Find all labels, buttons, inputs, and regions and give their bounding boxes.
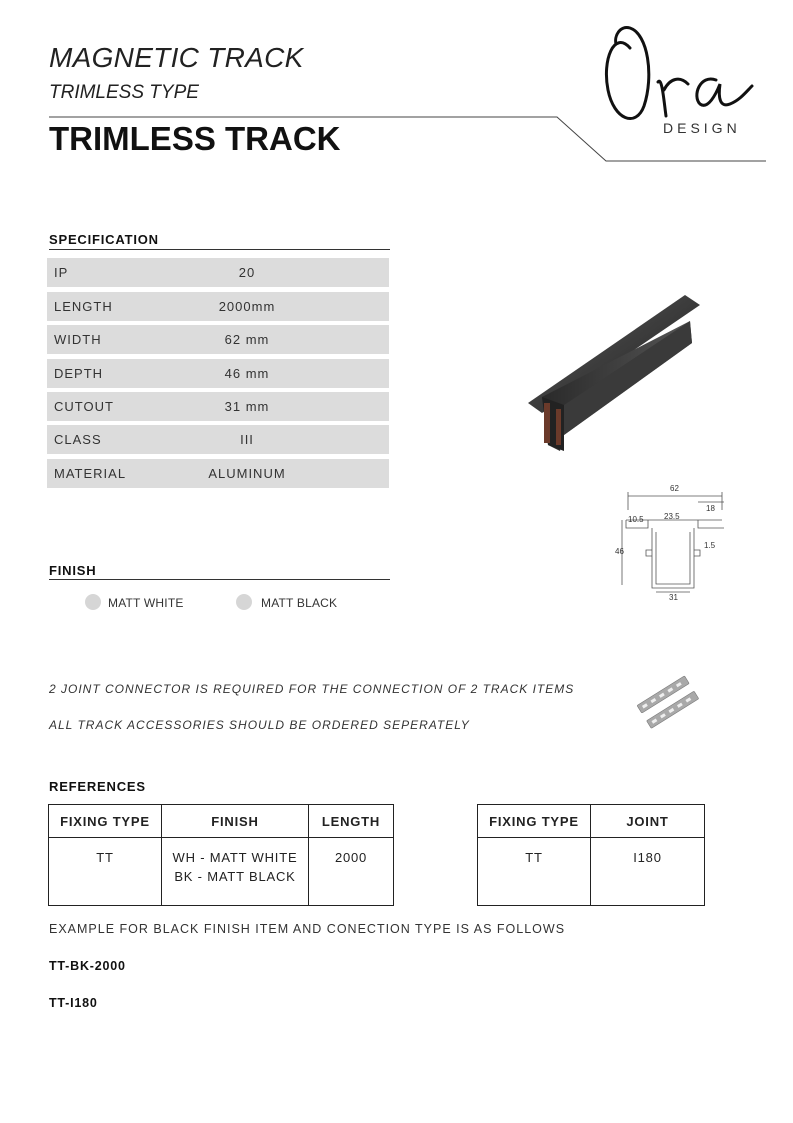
example-text: EXAMPLE FOR BLACK FINISH ITEM AND CONECTION TYPE IS AS FOLLOWS xyxy=(49,922,566,936)
spec-label: WIDTH xyxy=(54,332,102,347)
spec-label: IP xyxy=(54,265,69,280)
table-header-row xyxy=(49,805,394,838)
specification-heading: SPECIFICATION xyxy=(49,232,159,247)
ora-logo xyxy=(596,20,766,130)
dim-right: 18 xyxy=(706,504,715,513)
spec-value: III xyxy=(240,432,254,447)
cell-joint: I180 xyxy=(591,838,705,906)
spec-label: MATERIAL xyxy=(54,466,127,481)
spec-label: DEPTH xyxy=(54,366,104,381)
product-title: TRIMLESS TRACK xyxy=(49,120,341,157)
accessories-note: ALL TRACK ACCESSORIES SHOULD BE ORDERED SEPERATELY xyxy=(49,718,470,732)
spec-row-class xyxy=(47,425,389,454)
dim-width: 62 xyxy=(670,484,679,493)
profile-dimension-drawing xyxy=(612,480,732,605)
finish-heading: FINISH xyxy=(49,563,97,578)
reference-table-joint xyxy=(477,804,705,906)
joint-connector-note: 2 JOINT CONNECTOR IS REQUIRED FOR THE CONNECTION OF 2 TRACK ITEMS xyxy=(49,682,575,696)
example-code-track: TT-BK-2000 xyxy=(49,959,126,973)
matt-black-swatch xyxy=(236,594,252,610)
cell-fixing: TT xyxy=(49,838,162,906)
matt-white-swatch xyxy=(85,594,101,610)
spec-value: 46 mm xyxy=(224,366,270,381)
spec-row-material xyxy=(47,459,389,488)
track-product-image xyxy=(520,285,705,455)
reference-table-track xyxy=(48,804,394,906)
col-length: LENGTH xyxy=(309,805,394,838)
spec-row-cutout xyxy=(47,392,389,421)
spec-value: 2000mm xyxy=(218,299,276,314)
spec-row-width xyxy=(47,325,389,354)
finish-option-matt-white: MATT WHITE xyxy=(108,596,184,610)
joint-connector-image xyxy=(636,670,702,735)
cell-fixing: TT xyxy=(478,838,591,906)
cell-finish xyxy=(162,838,309,906)
dim-cutout: 31 xyxy=(669,593,678,602)
spec-row-depth xyxy=(47,359,389,388)
dim-depth: 46 xyxy=(615,547,624,556)
table-row xyxy=(478,838,705,906)
dim-inner: 23.5 xyxy=(664,512,680,521)
cell-length: 2000 xyxy=(309,838,394,906)
page-subtitle: TRIMLESS TYPE xyxy=(49,82,199,103)
spec-value: 31 mm xyxy=(224,399,270,414)
spec-row-length xyxy=(47,292,389,321)
col-fixing-type: FIXING TYPE xyxy=(478,805,591,838)
spec-value: ALUMINUM xyxy=(208,466,286,481)
spec-row-ip xyxy=(47,258,389,287)
logo-wordmark: DESIGN xyxy=(663,120,741,136)
spec-value: 20 xyxy=(238,265,256,280)
page-title: MAGNETIC TRACK xyxy=(49,42,304,73)
example-code-joint: TT-I180 xyxy=(49,996,98,1010)
specification-rule xyxy=(49,249,390,250)
col-fixing-type: FIXING TYPE xyxy=(49,805,162,838)
spec-label: CUTOUT xyxy=(54,399,114,414)
finish-rule xyxy=(49,579,390,580)
col-finish: FINISH xyxy=(162,805,309,838)
references-heading: REFERENCES xyxy=(49,779,146,794)
finish-code-white: WH - MATT WHITE xyxy=(172,850,298,865)
finish-option-matt-black: MATT BLACK xyxy=(261,596,338,610)
table-row xyxy=(49,838,394,906)
spec-label: CLASS xyxy=(54,432,102,447)
col-joint: JOINT xyxy=(591,805,705,838)
spec-label: LENGTH xyxy=(54,299,113,314)
table-header-row xyxy=(478,805,705,838)
spec-value: 62 mm xyxy=(224,332,270,347)
dim-left: 10.5 xyxy=(628,515,644,524)
finish-code-black: BK - MATT BLACK xyxy=(174,869,296,884)
dim-lip: 1.5 xyxy=(704,541,716,550)
